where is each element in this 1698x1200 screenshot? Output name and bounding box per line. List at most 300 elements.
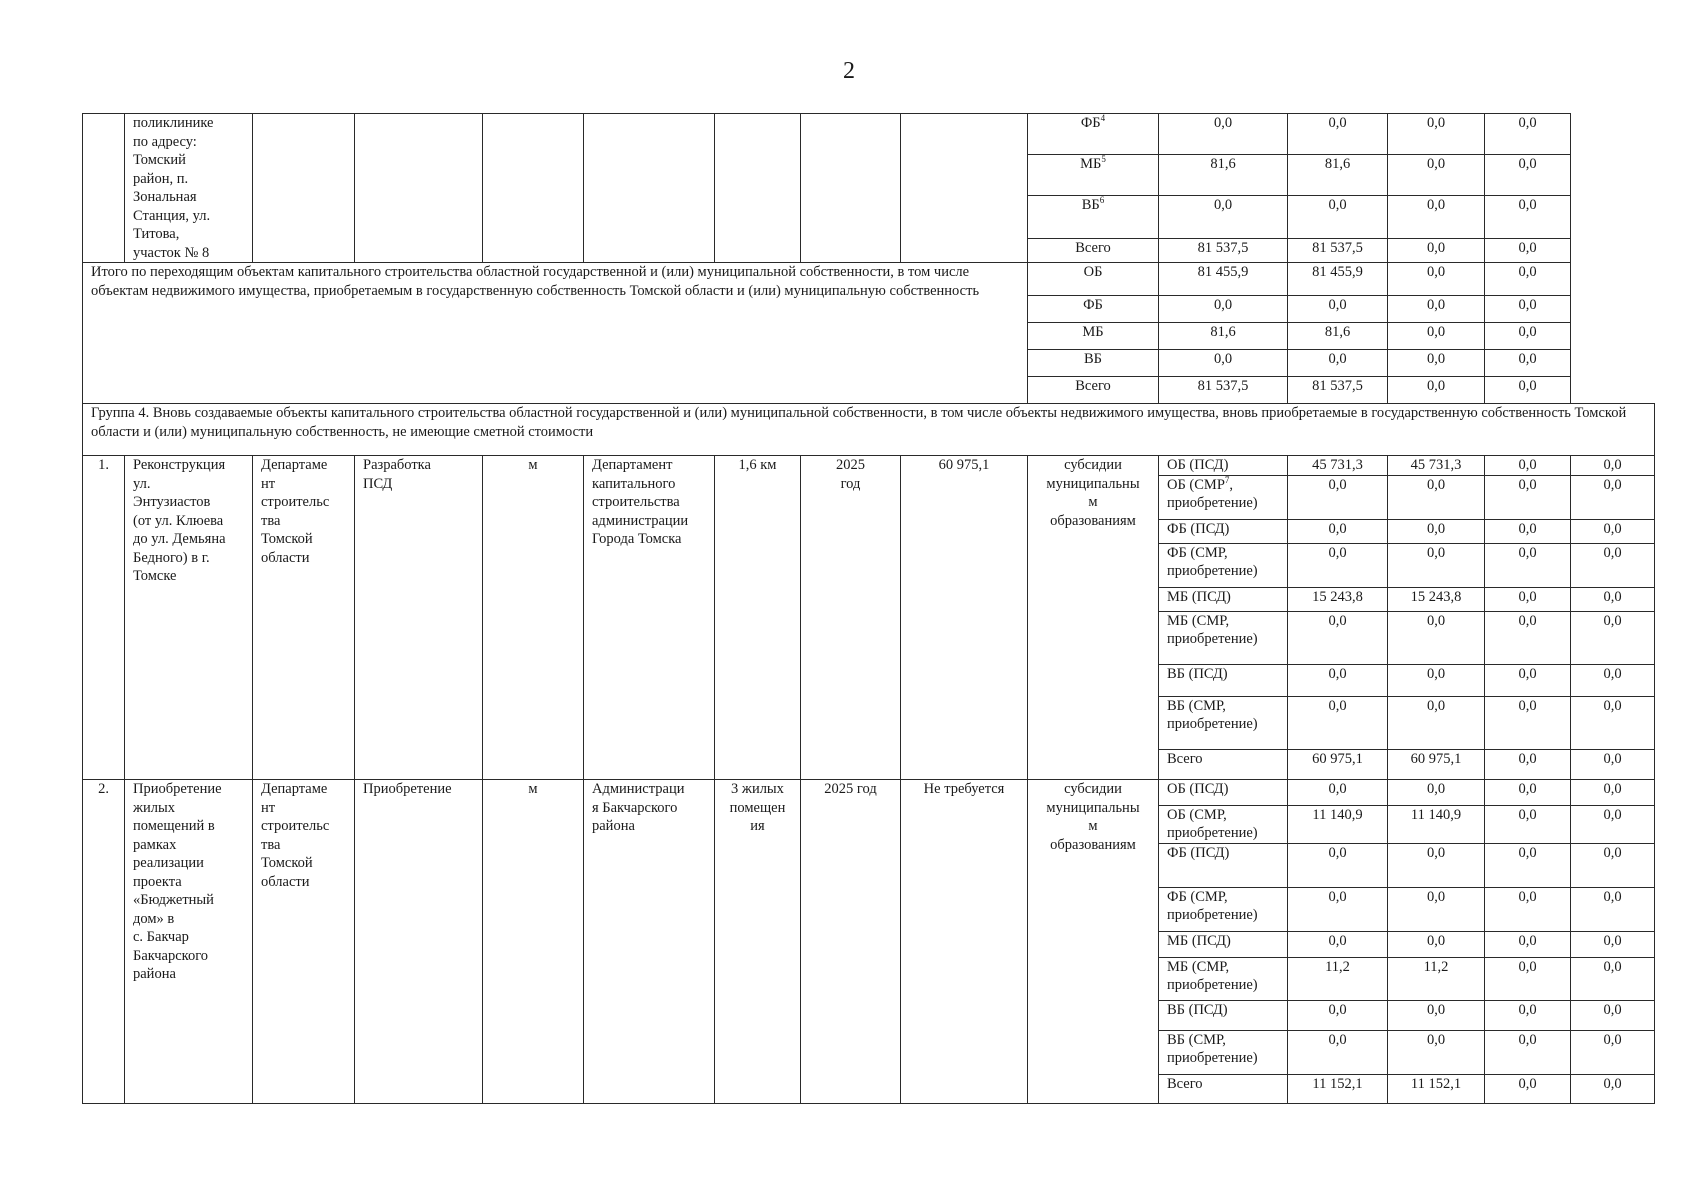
amount-cell: [1288, 844, 1388, 888]
funding-source-label: ВБ: [1081, 197, 1100, 214]
amount-cell-text: 11,2: [1423, 959, 1449, 975]
amount-cell: [1288, 114, 1388, 155]
funding-source-label: ВБ (СМР, приобретение): [1167, 1032, 1258, 1066]
amount-cell: [1571, 780, 1655, 806]
years-cell-text: 2025 год: [836, 457, 865, 492]
amount-cell-text: 0,0: [1426, 545, 1446, 561]
amount-cell-text: 0,0: [1518, 889, 1537, 905]
amount-cell: [1485, 588, 1571, 612]
amount-cell: [1485, 888, 1571, 932]
amount-cell: [1485, 520, 1571, 544]
cost-cell-text: Не требуется: [923, 781, 1005, 797]
amount-cell-text: 0,0: [1603, 457, 1622, 473]
amount-cell: [1388, 750, 1485, 780]
ownership-cell-text: м: [528, 457, 538, 473]
amount-cell-text: 0,0: [1426, 239, 1446, 256]
object-name-cell-text: Реконструкция ул. Энтузиастов (от ул. Клюева до ул. Демьяна Бедного) в г. Томске: [133, 457, 226, 584]
funding-source-label-cont: , приобретение): [1167, 477, 1258, 511]
amount-cell: [1388, 806, 1485, 844]
amount-cell-text: 0,0: [1603, 589, 1622, 605]
amount-cell-text: 0,0: [1426, 264, 1446, 280]
amount-cell-text: 0,0: [1518, 807, 1537, 823]
amount-cell-text: 0,0: [1603, 933, 1622, 949]
funding-source: [1159, 888, 1288, 932]
amount-cell-text: 0,0: [1426, 351, 1446, 367]
object-name-cell: [125, 456, 253, 780]
amount-cell-text: 0,0: [1518, 698, 1537, 714]
table-row: [83, 114, 1655, 155]
amount-cell: [1485, 612, 1571, 665]
amount-cell-text: 0,0: [1518, 477, 1537, 493]
amount-cell-text: 0,0: [1518, 324, 1537, 340]
amount-cell: [1288, 196, 1388, 238]
number-cell-text: 2.: [98, 781, 109, 797]
amount-cell: [1288, 888, 1388, 932]
amount-cell-text: 0,0: [1518, 959, 1537, 975]
amount-cell: [1485, 1001, 1571, 1031]
amount-cell-text: 0,0: [1426, 698, 1446, 714]
amount-cell: [1288, 1075, 1388, 1104]
amount-cell-text: 81 455,9: [1312, 264, 1363, 280]
amount-cell-text: 45 731,3: [1312, 457, 1363, 473]
amount-cell-text: 81,6: [1210, 156, 1236, 173]
amount-cell-text: 0,0: [1518, 751, 1537, 767]
amount-cell-text: 0,0: [1328, 351, 1347, 367]
total-label-cell-text: Итого по переходящим объектам капитального строительства областной государственной и (или) муниципальной собственности, в том числе объектам недвижимого имущества, приобретаемым в государственную собственность Томской области и (или) муниципальную собственность: [91, 264, 980, 299]
amount-cell: [1571, 544, 1655, 588]
amount-cell-text: 0,0: [1328, 477, 1347, 493]
amount-cell: [1388, 350, 1485, 377]
amount-cell-text: 0,0: [1426, 781, 1446, 797]
amount-cell: [1388, 612, 1485, 665]
funding-source: [1159, 750, 1288, 780]
total-label-cell: [83, 263, 1028, 404]
funding-source-label: МБ (ПСД): [1167, 933, 1231, 949]
amount-cell: [1485, 456, 1571, 476]
funding-source-label: Всего: [1075, 239, 1111, 256]
group-heading-row: [83, 404, 1655, 456]
amount-cell: [1388, 665, 1485, 697]
funding-source-label: ФБ (ПСД): [1167, 521, 1230, 537]
amount-cell: [1159, 155, 1288, 196]
amount-cell-text: 60 975,1: [1312, 751, 1363, 767]
amount-cell-text: 81 537,5: [1197, 239, 1249, 256]
amount-cell-text: 0,0: [1328, 197, 1347, 214]
amount-cell: [1288, 806, 1388, 844]
funding-source: [1028, 238, 1159, 262]
number-cell: [83, 780, 125, 1104]
amount-cell-text: 81 537,5: [1312, 378, 1363, 394]
amount-cell-text: 81 537,5: [1312, 239, 1363, 256]
object-name-cell-text: поликлинике по адресу: Томский район, п. Зональная Станция, ул. Титова, участок № 8: [133, 115, 214, 261]
funding-source: [1159, 456, 1288, 476]
ownership-cell-text: м: [528, 781, 538, 797]
amount-cell-text: 0,0: [1518, 351, 1537, 367]
work-type-cell-text: Приобретение: [363, 781, 452, 797]
amount-cell-text: 0,0: [1518, 1002, 1537, 1018]
funding-source-label: МБ (СМР, приобретение): [1167, 613, 1258, 647]
amount-cell: [1485, 377, 1571, 404]
table-row: [83, 456, 1655, 476]
amount-cell-text: 81,6: [1324, 324, 1351, 340]
amount-cell-text: 0,0: [1518, 613, 1537, 629]
amount-cell: [1388, 1031, 1485, 1075]
funding-source-label: ФБ (СМР, приобретение): [1167, 545, 1258, 579]
amount-cell-text: 0,0: [1328, 933, 1347, 949]
funding-source-label: ОБ (СМР: [1167, 477, 1225, 493]
amount-cell-text: 0,0: [1426, 1032, 1446, 1048]
amount-cell: [1159, 114, 1288, 155]
object-name-cell: [125, 114, 253, 263]
amount-cell: [1288, 296, 1388, 323]
group-title-cell-text: Группа 4. Вновь создаваемые объекты капитального строительства областной государственной и (или) муниципальной собственности, в том числе объекты недвижимого имущества, вновь приобретаемые в государственную собственность Томской области и (или) муниципальную собственность, не имеющие сметной стоимости: [91, 405, 1627, 440]
funding-source: [1028, 350, 1159, 377]
funding-source: [1028, 323, 1159, 350]
amount-cell: [1288, 780, 1388, 806]
funding-source-label: ВБ (ПСД): [1167, 666, 1228, 682]
footnote-mark: 5: [1101, 154, 1106, 165]
amount-cell-text: 81,6: [1324, 156, 1351, 173]
amount-cell-text: 0,0: [1426, 378, 1446, 394]
amount-cell: [1288, 238, 1388, 262]
empty-cell: [715, 114, 801, 263]
amount-cell: [1485, 238, 1571, 262]
amount-cell: [1288, 750, 1388, 780]
amount-cell: [1288, 350, 1388, 377]
amount-cell-text: 0,0: [1328, 545, 1347, 561]
amount-cell: [1485, 476, 1571, 520]
amount-cell: [1485, 780, 1571, 806]
amount-cell: [1159, 350, 1288, 377]
amount-cell: [1288, 155, 1388, 196]
number-cell: [83, 456, 125, 780]
funding-source-label: ОБ (ПСД): [1167, 457, 1229, 473]
amount-cell: [1388, 456, 1485, 476]
amount-cell-text: 0,0: [1426, 845, 1446, 861]
amount-cell-text: 0,0: [1426, 521, 1446, 537]
ownership-cell: [483, 456, 584, 780]
customer-cell-text: Департаме нт строительс тва Томской области: [261, 781, 330, 890]
customer-cell: [253, 456, 355, 780]
amount-cell: [1159, 323, 1288, 350]
amount-cell: [1485, 697, 1571, 750]
amount-cell-text: 0,0: [1518, 845, 1537, 861]
amount-cell: [1288, 476, 1388, 520]
amount-cell: [1485, 958, 1571, 1001]
amount-cell: [1571, 588, 1655, 612]
amount-cell-text: 0,0: [1426, 889, 1446, 905]
cost-cell: [901, 780, 1028, 1104]
amount-cell: [1485, 665, 1571, 697]
funding-source-label: ОБ (СМР, приобретение): [1167, 807, 1258, 841]
amount-cell: [1485, 1031, 1571, 1075]
capacity-cell: [715, 456, 801, 780]
amount-cell-text: 0,0: [1518, 1076, 1537, 1092]
funding-source: [1028, 155, 1159, 196]
funding-source-label: ФБ: [1083, 297, 1103, 313]
form-cell-text: субсидии муниципальны м образованиям: [1046, 781, 1140, 853]
amount-cell-text: 0,0: [1328, 666, 1347, 682]
amount-cell: [1288, 1001, 1388, 1031]
amount-cell: [1485, 155, 1571, 196]
funding-source: [1159, 1075, 1288, 1104]
amount-cell-text: 0,0: [1603, 1002, 1622, 1018]
amount-cell: [1388, 520, 1485, 544]
amount-cell: [1288, 612, 1388, 665]
amount-cell: [1388, 544, 1485, 588]
amount-cell-text: 0,0: [1426, 324, 1446, 340]
amount-cell-text: 0,0: [1328, 115, 1347, 131]
amount-cell: [1571, 932, 1655, 958]
amount-cell-text: 0,0: [1328, 297, 1347, 313]
amount-cell-text: 0,0: [1518, 666, 1537, 682]
amount-cell: [1288, 932, 1388, 958]
amount-cell-text: 0,0: [1426, 477, 1446, 493]
amount-cell: [1388, 377, 1485, 404]
amount-cell: [1485, 750, 1571, 780]
amount-cell-text: 0,0: [1426, 666, 1446, 682]
amount-cell: [1571, 750, 1655, 780]
funding-source: [1159, 958, 1288, 1001]
amount-cell: [1485, 323, 1571, 350]
amount-cell-text: 0,0: [1518, 197, 1537, 214]
funding-source-label: ФБ: [1080, 115, 1101, 131]
funding-source: [1028, 196, 1159, 238]
amount-cell-text: 0,0: [1328, 613, 1347, 629]
amount-cell: [1388, 958, 1485, 1001]
amount-cell-text: 81,6: [1210, 324, 1236, 340]
funding-source: [1159, 1001, 1288, 1031]
amount-cell: [1388, 697, 1485, 750]
amount-cell-text: 0,0: [1426, 613, 1446, 629]
amount-cell-text: 0,0: [1426, 115, 1446, 131]
funding-source-label: ВБ: [1084, 351, 1102, 367]
amount-cell: [1288, 456, 1388, 476]
capacity-cell-text: 1,6 км: [738, 457, 777, 473]
amount-cell: [1388, 296, 1485, 323]
funding-source: [1159, 1031, 1288, 1075]
amount-cell-text: 0,0: [1426, 297, 1446, 313]
group-title-cell: [83, 404, 1655, 456]
amount-cell: [1288, 377, 1388, 404]
developer-cell: [584, 456, 715, 780]
amount-cell-text: 81 455,9: [1197, 264, 1249, 280]
funding-source-label: ФБ (ПСД): [1167, 845, 1230, 861]
funding-source: [1159, 612, 1288, 665]
amount-cell-text: 0,0: [1518, 297, 1537, 313]
amount-cell-text: 0,0: [1213, 351, 1233, 367]
amount-cell-text: 0,0: [1603, 698, 1622, 714]
funding-source-label: ОБ (ПСД): [1167, 781, 1229, 797]
amount-cell-text: 0,0: [1603, 666, 1622, 682]
amount-cell-text: 0,0: [1603, 613, 1622, 629]
amount-cell-text: 0,0: [1518, 521, 1537, 537]
amount-cell-text: 0,0: [1518, 1032, 1537, 1048]
amount-cell: [1571, 697, 1655, 750]
amount-cell-text: 0,0: [1603, 807, 1622, 823]
amount-cell: [1388, 1075, 1485, 1104]
amount-cell-text: 0,0: [1213, 297, 1233, 313]
form-cell: [1028, 456, 1159, 780]
amount-cell: [1388, 238, 1485, 262]
customer-cell: [253, 780, 355, 1104]
amount-cell-text: 0,0: [1518, 239, 1537, 256]
funding-source-label: МБ (ПСД): [1167, 589, 1231, 605]
amount-cell-text: 0,0: [1426, 1002, 1446, 1018]
funding-source: [1159, 520, 1288, 544]
amount-cell-text: 11 152,1: [1410, 1076, 1462, 1092]
funding-source: [1159, 544, 1288, 588]
work-type-cell: [355, 780, 483, 1104]
amount-cell-text: 0,0: [1603, 889, 1622, 905]
amount-cell-text: 11,2: [1325, 959, 1350, 975]
work-type-cell: [355, 456, 483, 780]
amount-cell: [1571, 456, 1655, 476]
amount-cell-text: 0,0: [1518, 115, 1537, 131]
amount-cell-text: 60 975,1: [1410, 751, 1462, 767]
page-number: 2: [843, 58, 855, 84]
amount-cell-text: 0,0: [1213, 197, 1233, 214]
amount-cell-text: 0,0: [1518, 589, 1537, 605]
funding-source-label: ФБ (СМР, приобретение): [1167, 889, 1258, 923]
funding-source-label: Всего: [1167, 1076, 1203, 1092]
empty-cell: [253, 114, 355, 263]
amount-cell-text: 0,0: [1426, 197, 1446, 214]
amount-cell-text: 0,0: [1603, 845, 1622, 861]
amount-cell-text: 11 140,9: [1410, 807, 1462, 823]
amount-cell: [1388, 844, 1485, 888]
funding-source: [1159, 665, 1288, 697]
amount-cell: [1571, 958, 1655, 1001]
amount-cell-text: 0,0: [1518, 264, 1537, 280]
amount-cell: [1388, 476, 1485, 520]
empty-cell: [801, 114, 901, 263]
object-name-cell: [125, 780, 253, 1104]
funding-source-label: Всего: [1167, 751, 1203, 767]
amount-cell: [1571, 806, 1655, 844]
amount-cell-text: 0,0: [1518, 156, 1537, 173]
amount-cell: [1388, 1001, 1485, 1031]
amount-cell: [1388, 263, 1485, 296]
amount-cell-text: 81 537,5: [1197, 378, 1249, 394]
amount-cell: [1485, 932, 1571, 958]
customer-cell-text: Департаме нт строительс тва Томской области: [261, 457, 330, 566]
amount-cell-text: 15 243,8: [1410, 589, 1462, 605]
amount-cell: [1485, 114, 1571, 155]
amount-cell: [1388, 323, 1485, 350]
amount-cell: [1571, 844, 1655, 888]
amount-cell-text: 0,0: [1603, 1076, 1622, 1092]
funding-source: [1028, 263, 1159, 296]
amount-cell-text: 15 243,8: [1312, 589, 1363, 605]
years-cell-text: 2025 год: [824, 781, 877, 797]
amount-cell: [1159, 196, 1288, 238]
amount-cell: [1485, 350, 1571, 377]
amount-cell: [1288, 1031, 1388, 1075]
work-type-cell-text: Разработка ПСД: [363, 457, 431, 492]
amount-cell: [1571, 665, 1655, 697]
amount-cell-text: 0,0: [1603, 545, 1622, 561]
funding-source: [1028, 114, 1159, 155]
amount-cell: [1388, 196, 1485, 238]
amount-cell: [1159, 263, 1288, 296]
developer-cell-text: Департамент капитального строительства администрации Города Томска: [592, 457, 689, 547]
funding-source: [1028, 377, 1159, 404]
amount-cell-text: 0,0: [1426, 933, 1446, 949]
amount-cell-text: 0,0: [1213, 115, 1233, 131]
funding-source: [1159, 588, 1288, 612]
amount-cell: [1288, 544, 1388, 588]
amount-cell-text: 11 140,9: [1312, 807, 1363, 823]
funding-source: [1159, 806, 1288, 844]
amount-cell-text: 45 731,3: [1410, 457, 1462, 473]
table-row: [83, 263, 1655, 296]
funding-source: [1159, 697, 1288, 750]
amount-cell-text: 0,0: [1518, 545, 1537, 561]
amount-cell: [1388, 888, 1485, 932]
empty-cell: [584, 114, 715, 263]
amount-cell-text: 0,0: [1603, 1032, 1622, 1048]
investment-objects-table: [82, 113, 1655, 1104]
years-cell: [801, 456, 901, 780]
number-cell-text: 1.: [98, 457, 109, 473]
ownership-cell: [483, 780, 584, 1104]
amount-cell: [1571, 1031, 1655, 1075]
cost-cell-text: 60 975,1: [938, 457, 990, 473]
amount-cell: [1288, 323, 1388, 350]
amount-cell: [1485, 296, 1571, 323]
years-cell: [801, 780, 901, 1104]
funding-source-label: ОБ: [1083, 264, 1103, 280]
amount-cell-text: 0,0: [1328, 845, 1347, 861]
form-cell-text: субсидии муниципальны м образованиям: [1046, 457, 1140, 529]
amount-cell-text: 0,0: [1328, 698, 1347, 714]
empty-cell: [901, 114, 1028, 263]
amount-cell: [1485, 263, 1571, 296]
amount-cell-text: 0,0: [1518, 933, 1537, 949]
amount-cell-text: 0,0: [1426, 156, 1446, 173]
funding-source-label: ВБ (ПСД): [1167, 1002, 1228, 1018]
amount-cell-text: 0,0: [1328, 1002, 1347, 1018]
funding-source: [1028, 296, 1159, 323]
funding-source-label: МБ: [1082, 324, 1104, 340]
amount-cell: [1159, 377, 1288, 404]
amount-cell-text: 0,0: [1603, 477, 1622, 493]
amount-cell: [1485, 806, 1571, 844]
amount-cell: [1159, 238, 1288, 262]
funding-source: [1159, 476, 1288, 520]
amount-cell: [1288, 665, 1388, 697]
amount-cell: [1288, 588, 1388, 612]
amount-cell: [1388, 780, 1485, 806]
amount-cell: [1288, 697, 1388, 750]
amount-cell: [1485, 1075, 1571, 1104]
amount-cell: [1571, 520, 1655, 544]
table-row: [83, 780, 1655, 806]
amount-cell: [1571, 476, 1655, 520]
amount-cell: [1571, 1001, 1655, 1031]
amount-cell: [1288, 263, 1388, 296]
amount-cell: [1388, 588, 1485, 612]
capacity-cell-text: 3 жилых помещен ия: [729, 781, 786, 834]
amount-cell: [1485, 196, 1571, 238]
amount-cell-text: 0,0: [1518, 378, 1537, 394]
funding-source: [1159, 780, 1288, 806]
amount-cell: [1159, 296, 1288, 323]
funding-source: [1159, 932, 1288, 958]
footnote-mark: 6: [1099, 195, 1105, 206]
funding-source-label: МБ: [1080, 156, 1102, 173]
